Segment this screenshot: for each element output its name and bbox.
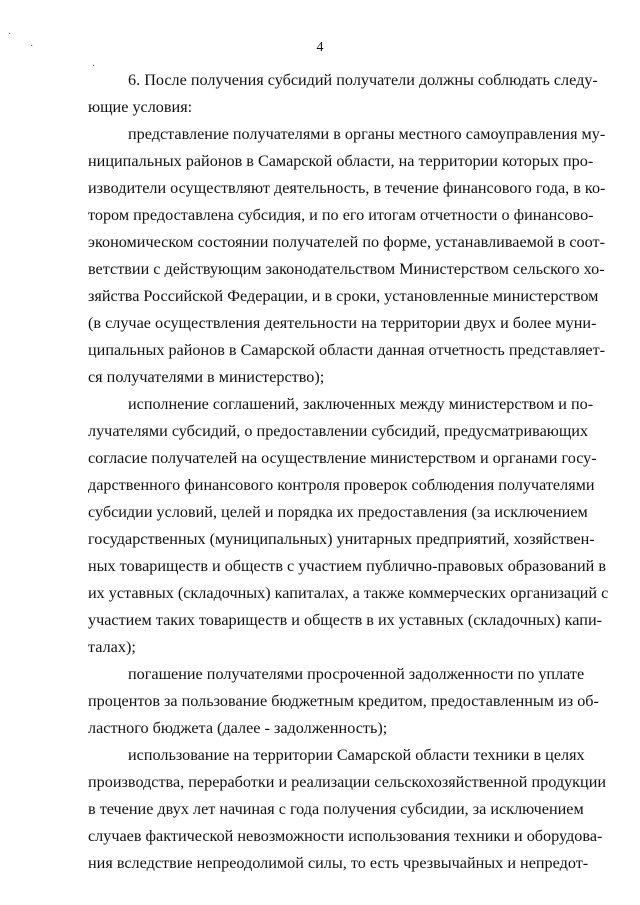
text-line: ципальных районов в Самарской области данная отчетность представляет- bbox=[88, 341, 606, 359]
text-line: ветствии с действующим законодательством Министерством сельского хо- bbox=[88, 260, 605, 278]
text-line: ниципальных районов в Самарской области, на территории которых про- bbox=[88, 152, 594, 170]
text-line: производства, переработки и реализации сельскохозяйственной продукции bbox=[88, 773, 607, 791]
scan-mark-left: · bbox=[92, 61, 96, 72]
text-line: представление получателями в органы местного самоуправления му- bbox=[128, 125, 606, 143]
text-line: (в случае осуществления деятельности на территории двух и более муни- bbox=[88, 314, 597, 332]
scan-mark-small: · bbox=[30, 41, 34, 52]
text-line: дарственного финансового контроля проверок соблюдения получателями bbox=[88, 476, 595, 494]
text-line: участием таких товариществ и обществ в их уставных (складочных) капи- bbox=[88, 611, 602, 629]
text-line: субсидии условий, целей и порядка их предоставления (за исключением bbox=[88, 503, 588, 521]
text-line: их уставных (складочных) капиталах, а также коммерческих организаций с bbox=[88, 584, 609, 602]
text-line: ся получателями в министерство); bbox=[88, 368, 325, 386]
text-line: лучателями субсидий, о предоставлении субсидий, предусматривающих bbox=[88, 422, 589, 440]
text-line: государственных (муниципальных) унитарных предприятий, хозяйствен- bbox=[88, 530, 595, 548]
text-line: тором предоставлена субсидия, и по его итогам отчетности о финансово- bbox=[88, 206, 594, 224]
text-line: ластного бюджета (далее - задолженность); bbox=[88, 719, 388, 737]
text-line: ющие условия: bbox=[88, 98, 193, 116]
text-line: случаев фактической невозможности использования техники и оборудова- bbox=[88, 827, 603, 845]
scan-mark-top-left: · bbox=[8, 29, 12, 40]
text-line: процентов за пользование бюджетным кредитом, предоставленным из об- bbox=[88, 692, 599, 710]
text-line: талах); bbox=[88, 638, 136, 656]
text-line: изводители осуществляют деятельность, в течение финансового года, в ко- bbox=[88, 179, 606, 197]
page-number: 4 bbox=[316, 40, 324, 55]
text-line: использование на территории Самарской области техники в целях bbox=[128, 746, 585, 764]
text-line: 6. После получения субсидий получатели должны соблюдать следу- bbox=[128, 71, 598, 89]
text-line: экономическом состоянии получателей по форме, устанавливаемой в соот- bbox=[88, 233, 605, 251]
text-line: согласие получателей на осуществление министерством и органами госу- bbox=[88, 449, 597, 467]
text-line: ных товариществ и обществ с участием публично-правовых образований в bbox=[88, 557, 607, 575]
text-line: исполнение соглашений, заключенных между министерством и по- bbox=[128, 395, 594, 413]
text-line: в течение двух лет начиная с года получения субсидии, за исключением bbox=[88, 800, 584, 818]
text-line: ния вследствие непреодолимой силы, то есть чрезвычайных и непредот- bbox=[88, 854, 589, 872]
text-line: зяйства Российской Федерации, и в сроки, установленные министерством bbox=[88, 287, 599, 305]
text-line: погашение получателями просроченной задолженности по уплате bbox=[128, 665, 585, 683]
